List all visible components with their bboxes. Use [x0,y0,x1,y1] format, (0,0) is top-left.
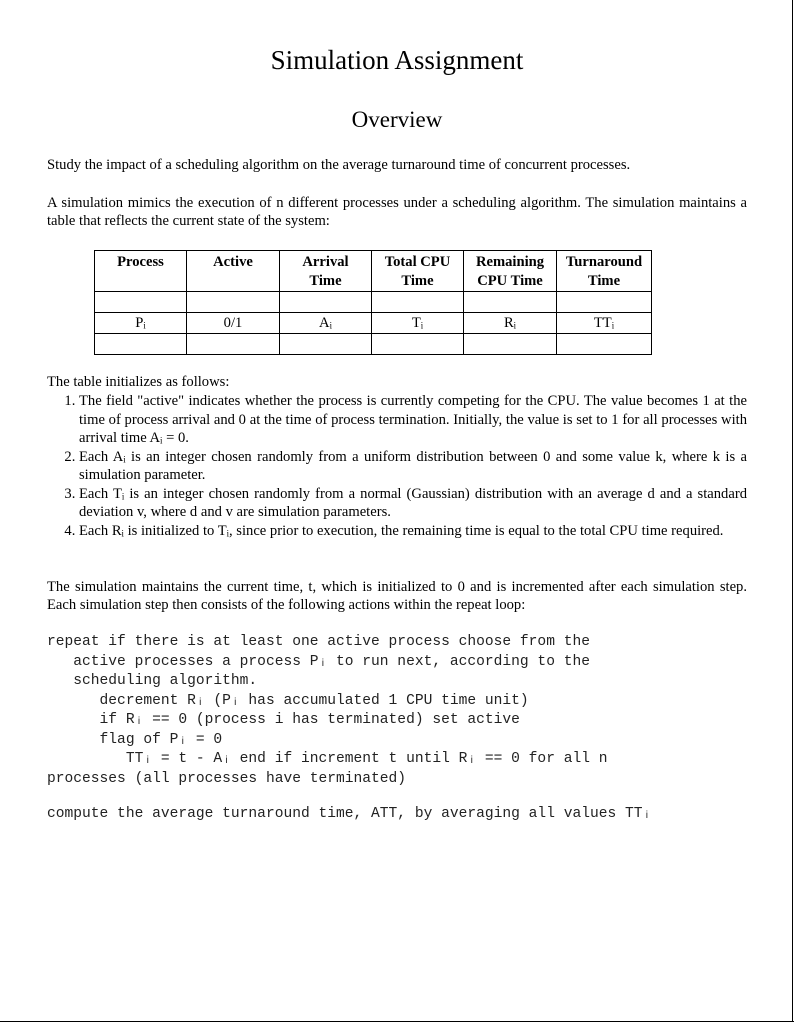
header-arrival-time: Arrival Time [280,251,372,292]
header-process: Process [95,251,187,292]
table-row-empty-top [95,292,652,313]
cell-process: Pᵢ [95,313,187,334]
init-heading: The table initializes as follows: [47,374,230,390]
process-state-table [94,250,652,355]
table-cell [187,334,280,355]
list-item: 4. Each Rᵢ is initialized to Tᵢ, since prior to execution, the remaining time is equal to the total CPU time required. [79,522,747,541]
table-cell [464,292,557,313]
cell-remaining: Rᵢ [464,313,557,334]
description-paragraph: A simulation mimics the execution of n different processes under a scheduling algorithm. The simulation maintains a table that reflects the current state of the system: [47,195,747,229]
cell-active: 0/1 [187,313,280,334]
section-heading-overview: Overview [351,107,443,132]
cell-arrival: Aᵢ [280,313,372,334]
cell-turnaround: TTᵢ [557,313,652,334]
table-cell [95,292,187,313]
list-item: 1. The field "active" indicates whether the process is currently competing for the CPU. The value becomes 1 at the time of process arrival and 0 at the time of process termination. Initially, the value is set to 1 for all processes with arrival time Aᵢ = 0. [79,392,747,448]
intro-paragraph: Study the impact of a scheduling algorithm on the average turnaround time of concurrent processes. [47,157,631,173]
table-row-empty-bottom [95,334,652,355]
header-total-cpu-time: Total CPU Time [372,251,464,292]
table-cell [280,292,372,313]
list-item: 2. Each Aᵢ is an integer chosen randomly from a uniform distribution between 0 and some value k, where k is a simulation parameter. [79,448,747,485]
header-active: Active [187,251,280,292]
table-cell [464,334,557,355]
compute-att-code: compute the average turnaround time, ATT, by averaging all values TTᵢ [47,806,652,822]
table-cell [372,334,464,355]
table-cell [557,334,652,355]
loop-intro-paragraph: The simulation maintains the current time, t, which is initialized to 0 and is incremented after each simulation step. Each simulation step then consists of the following actions within the repeat loop: [47,579,747,613]
table-cell [280,334,372,355]
table-row [95,313,652,334]
table-cell [372,292,464,313]
init-steps-list [0,392,747,540]
table-cell [95,334,187,355]
cell-total-cpu: Tᵢ [372,313,464,334]
header-remaining-cpu-time: Remaining CPU Time [464,251,557,292]
table-header-row [95,251,652,292]
page-border-bottom [0,1021,794,1022]
table-cell [557,292,652,313]
page-border-right [792,0,793,1021]
repeat-loop-code: repeat if there is at least one active process choose from the active processes a process Pᵢ to run next, according to the scheduling algorithm. decrement Rᵢ (Pᵢ has accumulated 1 CPU time unit) if Rᵢ == 0 (process i has terminated) set active flag of Pᵢ = 0 TTᵢ = t - Aᵢ end if increment t until Rᵢ == 0 for all n processes (all processes have terminated) [47,634,608,787]
document-title: Simulation Assignment [270,45,524,75]
header-turnaround-time: Turnaround Time [557,251,652,292]
list-item: 3. Each Tᵢ is an integer chosen randomly from a normal (Gaussian) distribution with an average d and a standard deviation v, where d and v are simulation parameters. [79,485,747,522]
table-cell [187,292,280,313]
